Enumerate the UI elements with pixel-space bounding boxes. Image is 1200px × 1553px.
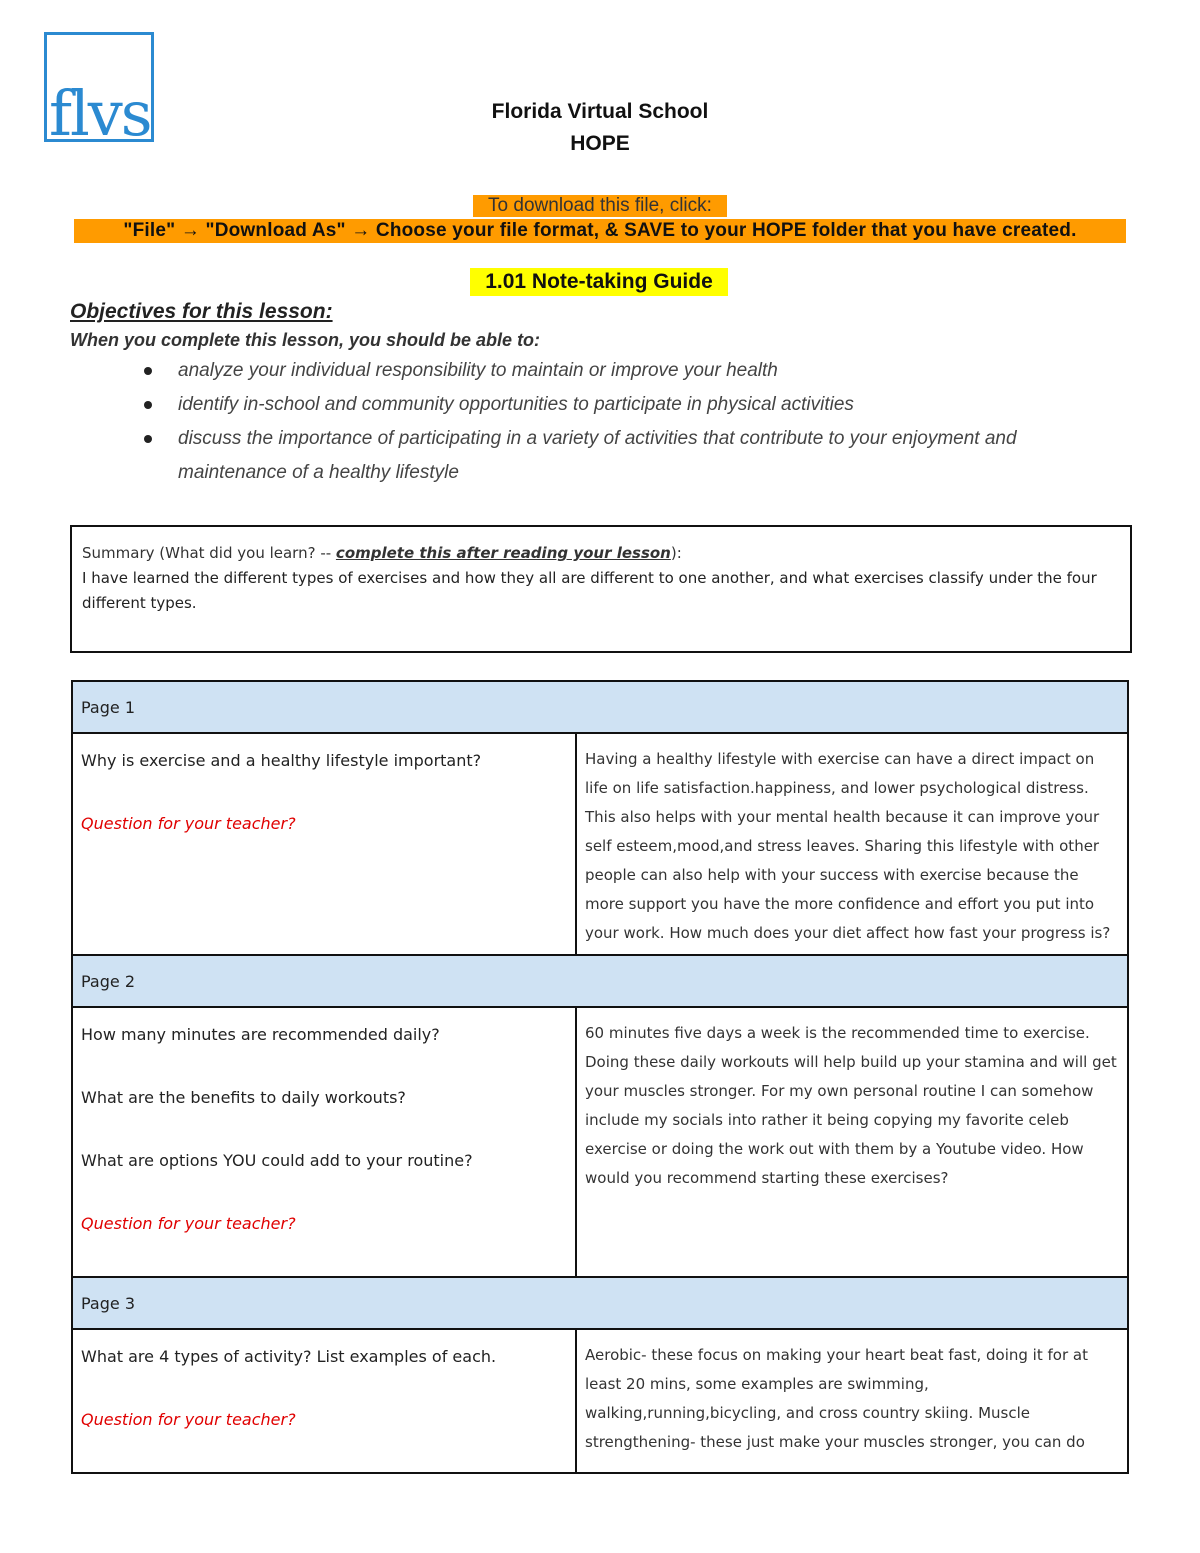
question-text: What are 4 types of activity? List examples of each. [81, 1347, 497, 1366]
answer-cell[interactable]: 60 minutes five days a week is the recommended time to exercise. Doing these daily workouts will help build up your stamina and will get your muscles stronger. For my own personal routine I can somehow include my socials into rather it being copying my favorite celeb exercise or doing the work out with them by a Youtube video. How would you recommend starting these exercises? [576, 1007, 1128, 1277]
school-name: Florida Virtual School [491, 100, 709, 123]
teacher-question: Question for your teacher? [81, 1410, 296, 1429]
bullet-icon [144, 435, 152, 443]
objectives-title: Objectives for this lesson: [70, 300, 333, 323]
notes-table [71, 680, 1129, 1474]
page-header: Page 2 [72, 955, 1128, 1007]
guide-title: 1.01 Note-taking Guide [470, 268, 728, 296]
summary-answer: I have learned the different types of exercises and how they all are different to one another, and what exercises classify under the four different types. [82, 569, 1097, 612]
objectives-list [140, 354, 1120, 490]
objective-item: discuss the importance of participating in a variety of activities that contribute to your enjoyment and maintenance of a healthy lifestyle [140, 422, 1120, 490]
download-steps: "File" → "Download As" → Choose your file format, & SAVE to your HOPE folder that you have created. [74, 219, 1126, 243]
question-cell [72, 1329, 576, 1473]
objectives-subtitle: When you complete this lesson, you should be able to: [70, 330, 541, 350]
download-instruction: To download this file, click: [473, 195, 727, 217]
bullet-icon [144, 367, 152, 375]
teacher-question: Question for your teacher? [81, 814, 296, 833]
question-text: What are the benefits to daily workouts? [81, 1088, 406, 1107]
logo-text: flvs [49, 77, 151, 150]
bullet-icon [144, 401, 152, 409]
page-header: Page 3 [72, 1277, 1128, 1329]
question-cell [72, 1007, 576, 1277]
answer-cell[interactable]: Aerobic- these focus on making your heart beat fast, doing it for at least 20 mins, some examples are swimming, walking,running,bicycling, and cross country skiing. Muscle strengthening- these just make your muscles stronger, you can do [576, 1329, 1128, 1473]
page-header: Page 1 [72, 681, 1128, 733]
question-text: How many minutes are recommended daily? [81, 1025, 440, 1044]
objective-item: analyze your individual responsibility to maintain or improve your health [140, 354, 1120, 388]
teacher-question: Question for your teacher? [81, 1214, 296, 1233]
question-cell [72, 733, 576, 955]
answer-cell[interactable]: Having a healthy lifestyle with exercise can have a direct impact on life on life satisfaction.happiness, and lower psychological distress. This also helps with your mental health because it can improve your self esteem,mood,and stress leaves. Sharing this lifestyle with other people can also help with your success with exercise because the more support you have the more confidence and effort you put into your work. How much does your diet affect how fast your progress is? [576, 733, 1128, 955]
question-text: Why is exercise and a healthy lifestyle important? [81, 751, 482, 770]
summary-prompt: Summary (What did you learn? -- complete this after reading your lesson): [82, 544, 682, 562]
course-name: HOPE [570, 132, 630, 155]
flvs-logo [44, 32, 154, 150]
objective-item: identify in-school and community opportunities to participate in physical activities [140, 388, 1120, 422]
question-text: What are options YOU could add to your routine? [81, 1151, 473, 1170]
summary-box[interactable] [70, 525, 1132, 653]
